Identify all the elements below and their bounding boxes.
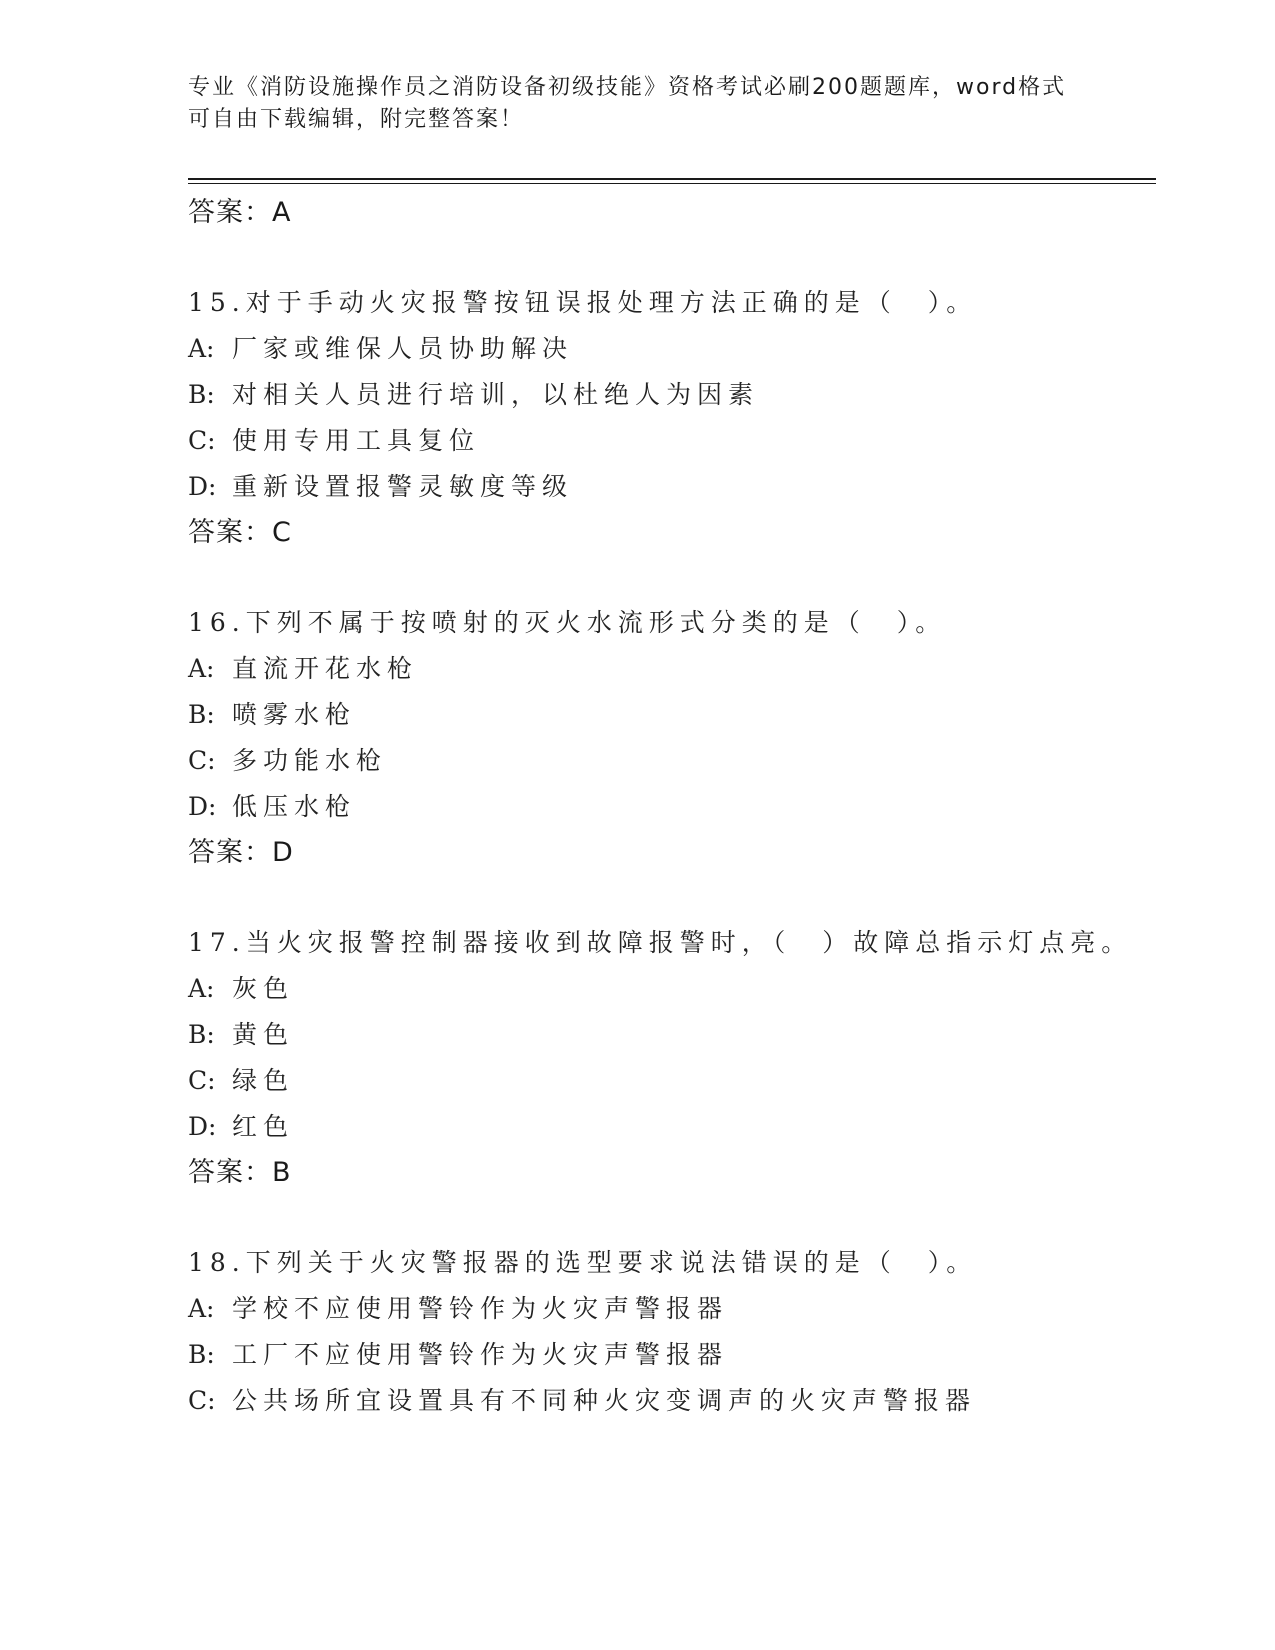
answer-value: B [272,1157,292,1188]
option-letter: B: [188,1340,215,1369]
option-d [188,784,1148,830]
option-c [188,738,1148,784]
option-text: 直流开花水枪 [232,654,419,683]
option-a [188,326,1148,372]
answer-label: 答案： [188,1157,272,1188]
option-text: 公共场所宜设置具有不同种火灾变调声的火灾声警报器 [232,1386,977,1415]
option-letter: B: [188,1020,215,1049]
option-text: 工厂不应使用警铃作为火灾声警报器 [232,1340,729,1369]
spacer [188,876,1148,920]
option-text: 使用专用工具复位 [232,426,481,455]
answer-label: 答案： [188,197,272,228]
option-text: 低压水枪 [232,792,357,821]
option-text: 厂家或维保人员协助解决 [232,334,574,363]
answer-line [188,1150,1148,1196]
document-body [188,190,1148,1424]
option-a [188,1286,1148,1332]
option-c [188,1058,1148,1104]
option-text: 灰色 [232,974,295,1003]
option-text: 红色 [232,1112,295,1141]
option-text: 喷雾水枪 [232,700,357,729]
answer-line [188,510,1148,556]
option-letter: B: [188,380,215,409]
option-b [188,1332,1148,1378]
question-stem: 16.下列不属于按喷射的灭火水流形式分类的是（ ）。 [188,608,947,637]
page-header: 专业《消防设施操作员之消防设备初级技能》资格考试必刷200题题库，word格式可自由下载编辑，附完整答案！ [188,75,1067,132]
answer-value: A [272,197,292,228]
option-text: 多功能水枪 [232,746,388,775]
answer-label: 答案： [188,517,272,548]
option-letter: D: [188,792,217,821]
answer-line [188,830,1148,876]
option-letter: C: [188,746,216,775]
header-rule [188,178,1156,180]
option-letter: B: [188,700,215,729]
option-d [188,464,1148,510]
option-text: 重新设置报警灵敏度等级 [232,472,574,501]
option-text: 绿色 [232,1066,295,1095]
option-b [188,372,1148,418]
option-letter: D: [188,1112,217,1141]
option-text: 黄色 [232,1020,295,1049]
option-a [188,646,1148,692]
option-c [188,418,1148,464]
spacer [188,556,1148,600]
option-b [188,692,1148,738]
answer-line [188,190,1148,236]
option-letter: A: [188,974,215,1003]
option-letter: A: [188,1294,215,1323]
option-a [188,966,1148,1012]
answer-value: D [272,837,294,868]
option-d [188,1104,1148,1150]
option-text: 对相关人员进行培训，以杜绝人为因素 [232,380,760,409]
option-letter: C: [188,1066,216,1095]
option-b [188,1012,1148,1058]
option-text: 学校不应使用警铃作为火灾声警报器 [232,1294,729,1323]
option-letter: D: [188,472,217,501]
answer-value: C [272,517,292,548]
option-letter: C: [188,426,216,455]
question-stem: 18.下列关于火灾警报器的选型要求说法错误的是（ ）。 [188,1248,978,1277]
answer-label: 答案： [188,837,272,868]
spacer [188,1196,1148,1240]
option-letter: A: [188,334,215,363]
header-rule-thin [188,183,1156,184]
question-stem: 15.对于手动火灾报警按钮误报处理方法正确的是（ ）。 [188,288,978,317]
question-stem: 17.当火灾报警控制器接收到故障报警时，（ ）故障总指示灯点亮。 [188,928,1133,957]
option-c [188,1378,1148,1424]
spacer [188,236,1148,280]
option-letter: C: [188,1386,216,1415]
option-letter: A: [188,654,215,683]
